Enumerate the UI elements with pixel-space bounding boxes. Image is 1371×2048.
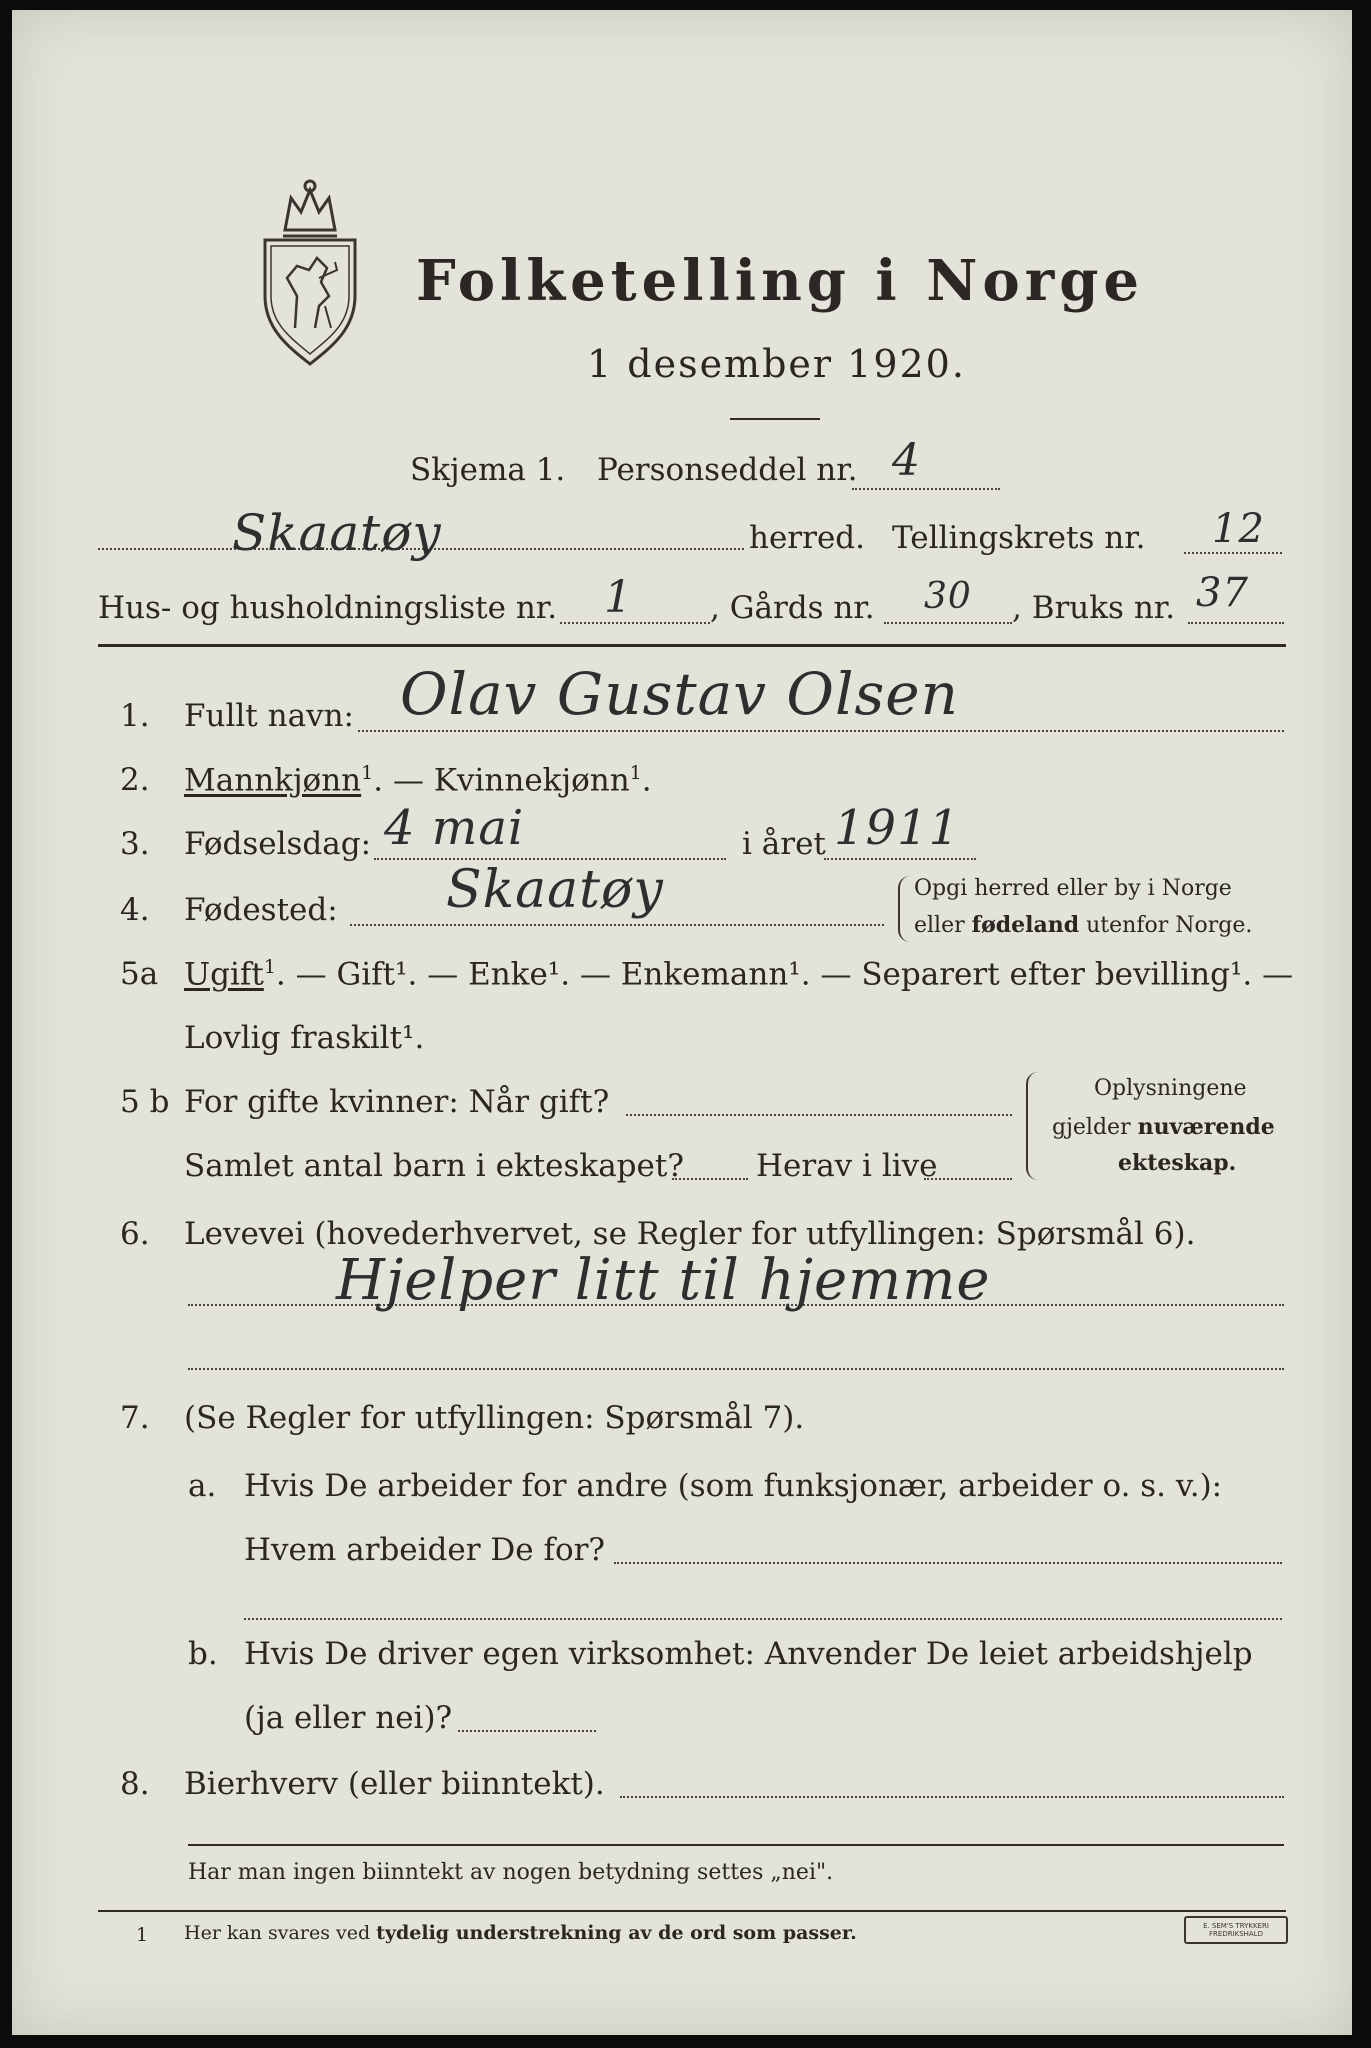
q1-label: Fullt navn: <box>184 698 354 734</box>
occupation-value[interactable]: Hjelper litt til hjemme <box>336 1248 991 1313</box>
q5b-note1: Oplysningene <box>1094 1076 1247 1101</box>
bruks-line <box>1188 622 1284 624</box>
q6-number: 6. <box>120 1216 150 1252</box>
q3-number: 3. <box>120 826 150 862</box>
q5b-number: 5 b <box>120 1084 170 1120</box>
q5b-note2 <box>1052 1114 1275 1140</box>
q4-note-c: utenfor Norge. <box>1079 913 1253 938</box>
q8-line <box>620 1796 1284 1798</box>
q5a-number: 5a <box>120 956 159 992</box>
q5a-line: Ugift$^1$. — Gift¹. — Enke¹. — Enkemann¹. — Separert efter bevilling¹. — <box>184 956 1294 993</box>
q7a-label: Hvis De arbeider for andre (som funksjonær, arbeider o. s. v.): <box>244 1468 1223 1504</box>
q7a-employer-line2 <box>244 1618 1282 1620</box>
q4-label: Fødested: <box>184 892 338 928</box>
q7a-employer-line <box>614 1562 1282 1564</box>
herred-value[interactable]: Skaatøy <box>232 504 442 562</box>
gards-line <box>884 622 1012 624</box>
footnote-b: tydelig understrekning av de ord som passer. <box>376 1922 857 1944</box>
hus-label: Hus- og husholdningsliste nr. <box>98 590 558 626</box>
q8-label: Bierhverv (eller biinntekt). <box>184 1766 605 1802</box>
title-divider <box>730 418 820 420</box>
q2-line: Mannkjønn$^1$. — Kvinnekjønn$^1$. <box>184 762 652 799</box>
q1-line <box>358 730 1284 732</box>
footnote-mark: 1 <box>136 1924 149 1946</box>
q3-year-label: i året <box>742 826 826 862</box>
q7b-label: Hvis De driver egen virksomhet: Anvender De leiet arbeidshjelp <box>244 1636 1253 1672</box>
q4-note-b: fødeland <box>971 912 1080 938</box>
q6-line2 <box>188 1368 1284 1370</box>
printer-stamp: E. SEM'S TRYKKERI FREDRIKSHALD <box>1184 1916 1288 1944</box>
personseddel-value[interactable]: 4 <box>892 435 921 486</box>
skjema-label: Skjema 1. <box>410 452 566 488</box>
birthplace-value[interactable]: Skaatøy <box>446 860 664 920</box>
q5a-line2[interactable]: Lovlig fraskilt¹. <box>184 1020 425 1056</box>
q7a-letter: a. <box>188 1468 217 1504</box>
q4-note-a: eller <box>914 913 972 938</box>
coat-of-arms-icon <box>257 178 363 372</box>
q5b-alive-line <box>924 1178 1012 1180</box>
q7-label: (Se Regler for utfyllingen: Spørsmål 7). <box>184 1400 805 1436</box>
q5b-married-line <box>626 1114 1012 1116</box>
census-form-page <box>12 10 1352 2035</box>
header-rule <box>98 644 1286 647</box>
q4-number: 4. <box>120 892 150 928</box>
female-option[interactable]: Kvinnekjønn <box>433 762 630 799</box>
q5b-note2-b: nuværende <box>1137 1114 1275 1140</box>
gards-value[interactable]: 30 <box>924 576 972 617</box>
footer-rule <box>188 1844 1284 1846</box>
tellingskrets-line <box>1184 552 1282 554</box>
q7-number: 7. <box>120 1400 150 1436</box>
herred-label: herred. <box>749 520 865 556</box>
q5b-note3: ekteskap. <box>1118 1150 1237 1176</box>
q2-end: . <box>641 762 652 799</box>
q5b-label1: For gifte kvinner: Når gift? <box>184 1084 610 1120</box>
personseddel-line <box>852 488 1000 490</box>
q4-line <box>350 924 884 926</box>
q7a-label2: Hvem arbeider De for? <box>244 1532 606 1568</box>
q5b-label3: Herav i live <box>756 1148 938 1184</box>
birthday-value[interactable]: 4 mai <box>384 800 525 856</box>
q8-number: 8. <box>120 1766 150 1802</box>
footnote-text <box>184 1922 857 1944</box>
q7b-answer-line <box>458 1730 596 1732</box>
census-date: 1 desember 1920. <box>587 342 966 386</box>
q1-number: 1. <box>120 698 150 734</box>
q7b-letter: b. <box>188 1636 218 1672</box>
tellingskrets-label: Tellingskrets nr. <box>892 520 1146 556</box>
birth-year-value[interactable]: 1911 <box>834 800 961 856</box>
hus-line <box>560 622 710 624</box>
q2-number: 2. <box>120 762 150 798</box>
footnote-rule <box>98 1910 1286 1912</box>
q4-brace <box>898 876 910 942</box>
q6-label: Levevei (hovederhvervet, se Regler for utfyllingen: Spørsmål 6). <box>184 1216 1196 1252</box>
q5b-children-line <box>672 1178 748 1180</box>
bruks-label: , Bruks nr. <box>1012 590 1176 626</box>
q5b-brace <box>1026 1072 1038 1180</box>
form-title: Folketelling i Norge <box>416 248 1145 314</box>
q4-note-line2 <box>914 912 1252 938</box>
q4-note-line1: Opgi herred eller by i Norge <box>914 876 1232 901</box>
q7b-label2: (ja eller nei)? <box>244 1700 453 1736</box>
q2-separator: . — <box>373 762 434 799</box>
footnote-a: Her kan svares ved <box>184 1922 377 1944</box>
gards-label: , Gårds nr. <box>710 590 875 626</box>
tellingskrets-value[interactable]: 12 <box>1212 506 1265 552</box>
q3-year-line <box>824 858 976 860</box>
personseddel-label: Personseddel nr. <box>597 452 858 488</box>
bruks-value[interactable]: 37 <box>1196 570 1249 616</box>
full-name-value[interactable]: Olav Gustav Olsen <box>400 660 959 728</box>
footer-note: Har man ingen biinntekt av nogen betydning settes „nei". <box>188 1860 834 1885</box>
q3-label: Fødselsdag: <box>184 826 372 862</box>
male-option[interactable]: Mannkjønn <box>184 762 362 799</box>
ugift-option[interactable]: Ugift <box>184 956 264 993</box>
hus-value[interactable]: 1 <box>604 572 633 623</box>
q5a-rest[interactable]: . — Gift¹. — Enke¹. — Enkemann¹. — Separert efter bevilling¹. — <box>275 956 1294 993</box>
q5b-note2-a: gjelder <box>1052 1115 1138 1140</box>
q5b-label2: Samlet antal barn i ekteskapet? <box>184 1148 684 1184</box>
